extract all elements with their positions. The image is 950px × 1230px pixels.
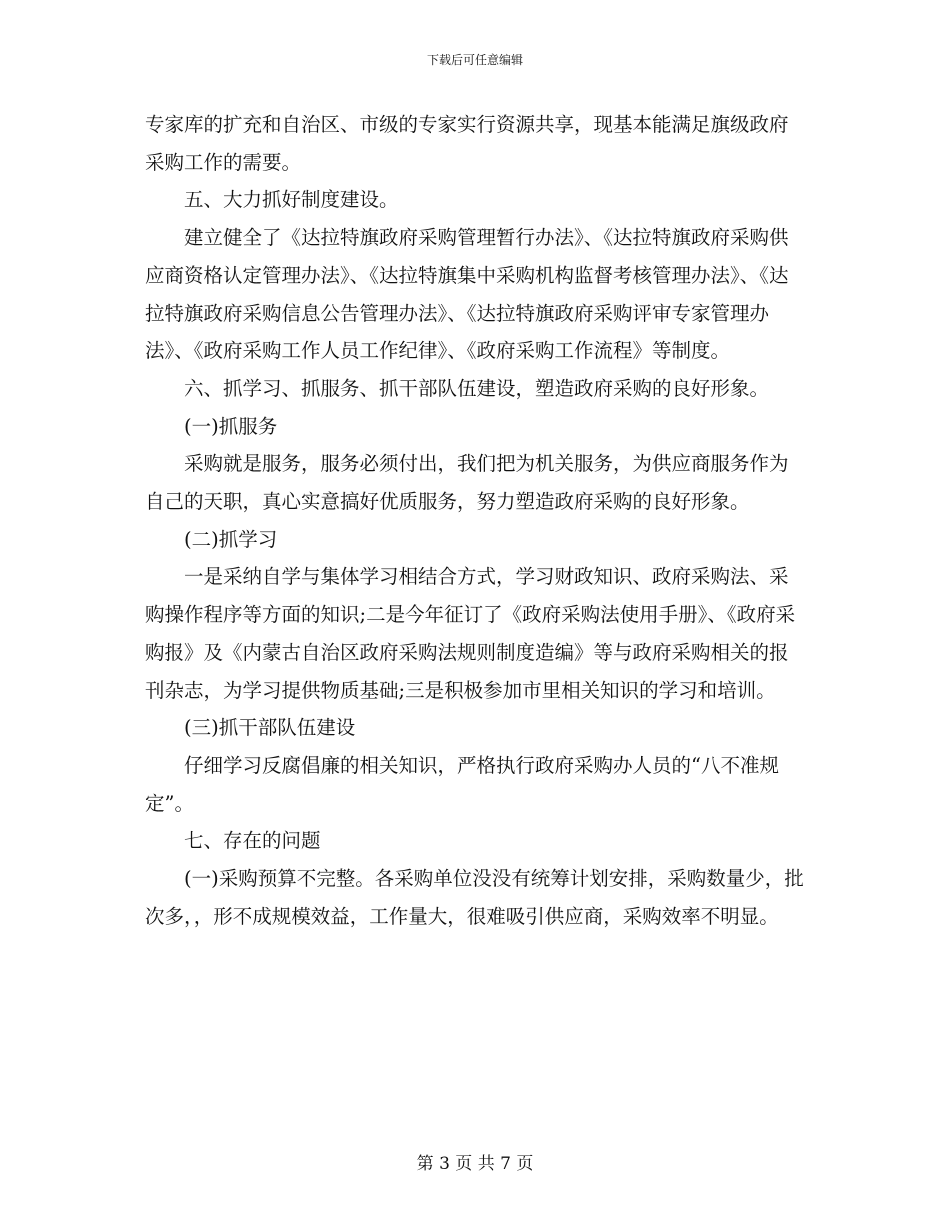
paragraph: 专家库的扩充和自治区、市级的专家实行资源共享，现基本能满足旗级政府采购工作的需要。 <box>145 113 789 174</box>
paragraph: 采购就是服务，服务必须付出，我们把为机关服务，为供应商服务作为自己的天职，真心实意搞好优质服务，努力塑造政府采购的良好形象。 <box>145 452 789 514</box>
subsection-heading: (二)抓学习 <box>184 527 278 551</box>
page-number-footer: 第 3 页 共 7 页 <box>416 1154 534 1174</box>
section-heading: 五、大力抓好制度建设。 <box>184 188 399 212</box>
section-heading: 七、存在的问题 <box>184 829 321 853</box>
subsection-heading: (一)抓服务 <box>184 414 278 438</box>
paragraph: 建立健全了《达拉特旗政府采购管理暂行办法》、《达拉特旗政府采购供应商资格认定管理办法》、《达拉特旗集中采购机构监督考核管理办法》、《达拉特旗政府采购信息公告管理办法》、《达拉特旗政府采购评审专家管理办法》、《政府采购工作人员工作纪律》、《政府采购工作流程》等制度。 <box>145 226 789 363</box>
paragraph: 一是采纳自学与集体学习相结合方式，学习财政知识、政府采购法、采购操作程序等方面的知识;二是今年征订了《政府采购法使用手册》、《政府采购报》及《内蒙古自治区政府采购法规则制度造编》等与政府采购相关的报刊杂志，为学习提供物质基础;三是积极参加市里相关知识的学习和培训。 <box>145 565 796 702</box>
paragraph: 仔细学习反腐倡廉的相关知识，严格执行政府采购办人员的“八不准规定”。 <box>145 753 779 815</box>
paragraph: (一)采购预算不完整。各采购单位没没有统筹计划安排，采购数量少，批次多，，形不成规模效益，工作量大，很难吸引供应商，采购效率不明显。 <box>145 867 804 928</box>
document-body <box>145 106 805 935</box>
page-header: 下载后可任意编辑 <box>426 53 523 67</box>
subsection-heading: (三)抓干部队伍建设 <box>184 716 356 740</box>
section-heading: 六、抓学习、抓服务、抓干部队伍建设，塑造政府采购的良好形象。 <box>184 376 770 400</box>
